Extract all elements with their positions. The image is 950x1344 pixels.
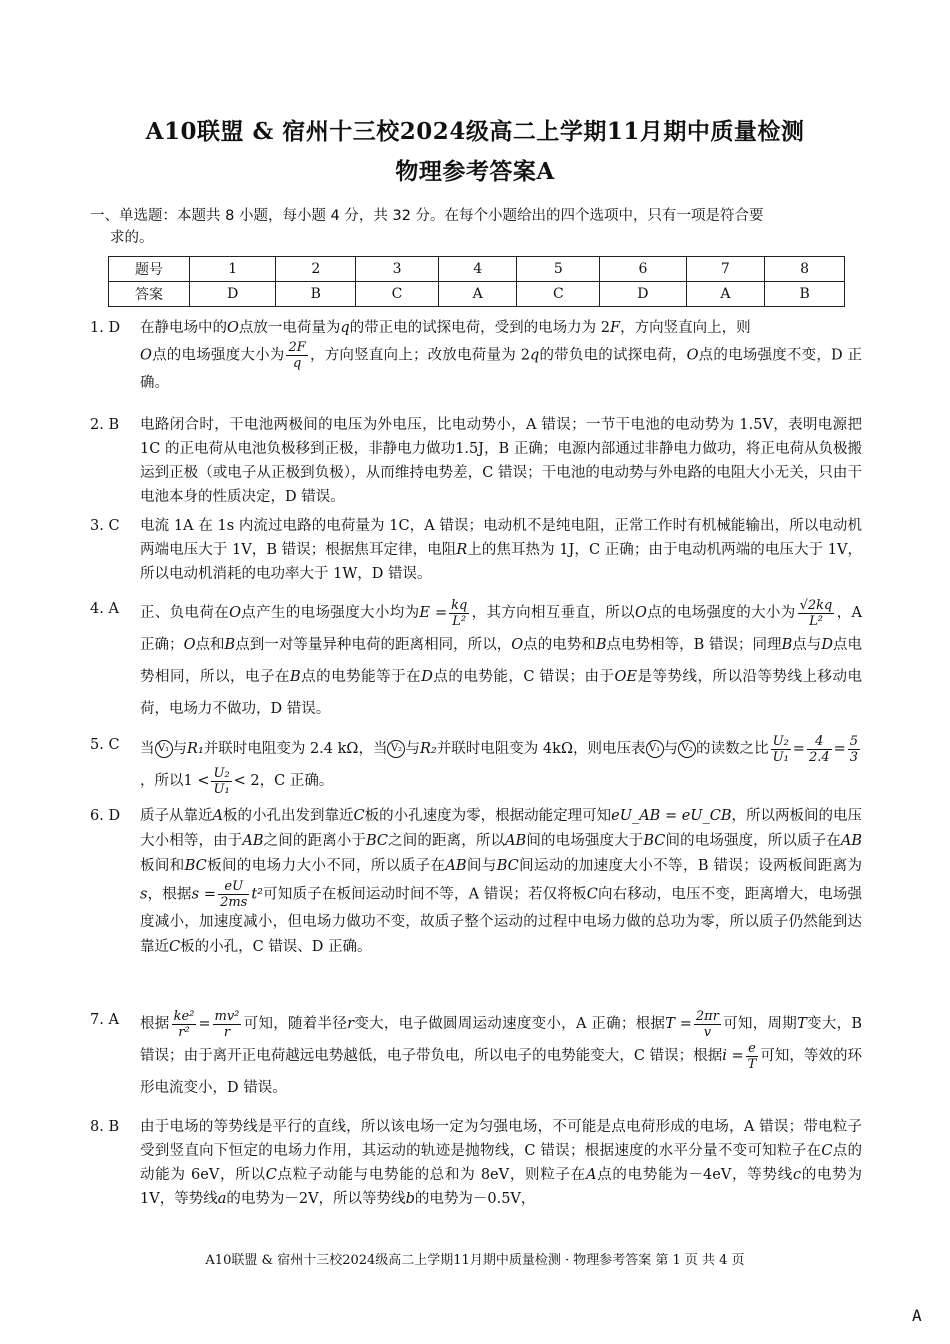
text: 可知质子在板间运动时间不等，A 错误；若仅将板 [262, 886, 587, 903]
equation: eU_AB = eU_CB [611, 808, 732, 824]
question-explanation [140, 733, 862, 797]
text: 点粒子动能与电势能的总和为 8eV，则粒子在 [276, 1167, 586, 1183]
question-answer: C [108, 737, 120, 753]
voltmeter-v2-icon: V₂ [387, 740, 405, 758]
page-footer: A10联盟 & 宿州十三校2024级高二上学期11月期中质量检测 · 物理参考答案 第 1 页 共 4 页 [205, 1253, 745, 1268]
question-number: 8. [90, 1119, 104, 1135]
question-number: 2. [90, 417, 104, 433]
text: 间与 [466, 858, 497, 874]
text: 点产生的电场强度大小均为 [240, 605, 420, 621]
text: 板间的电场力大小不同，所以质子在 [206, 858, 446, 874]
question-answer: A [108, 601, 119, 617]
var: D [421, 669, 433, 685]
text: 点的电势能为－4eV，等势线 [596, 1167, 793, 1183]
question-answer: D [108, 808, 121, 824]
table-cell: 5 [517, 257, 600, 282]
var: D [821, 637, 833, 653]
text: ，根据 [147, 886, 192, 903]
var: C [586, 886, 598, 903]
question-2 [90, 413, 862, 509]
question-explanation [140, 514, 862, 586]
text: 板间和 [140, 858, 185, 874]
text: 上的焦耳热为 1J，C 正确；由于电动机两端的电压大于 1V，所以电动机消耗的电功率大于 1W，D 错误。 [140, 542, 862, 582]
numerator: eU [218, 879, 249, 895]
var: O [227, 320, 239, 336]
var: OE [614, 669, 638, 685]
table-cell: 7 [686, 257, 765, 282]
answer-table-answer-label: 答案 [109, 282, 190, 307]
numerator: 2πr [695, 1008, 719, 1024]
text: ，A 正确； [140, 605, 863, 653]
var: BC [496, 858, 519, 874]
denominator: v [703, 1024, 712, 1040]
text: = [833, 741, 846, 757]
voltmeter-v1-icon: V₁ [646, 740, 664, 758]
text: 可知，等效的环形电流变小，D 错误。 [140, 1048, 862, 1096]
text: 间运动的加速度大小不等，B 错误；设两板间距离为 [518, 858, 863, 874]
numerator: U₂ [772, 733, 789, 749]
fraction [218, 879, 249, 910]
var: O [140, 347, 152, 364]
text: 板的小孔，C 错误、D 正确。 [180, 939, 372, 955]
var: T [797, 1016, 807, 1032]
text: 根据 [140, 1016, 170, 1032]
text: 电流 1A 在 1s 内流过电路的电荷量为 1C，A 错误；电动机不是纯电阻，正常工作时有机械能输出，所以电动机两端电压大于 1V，B 错误；根据焦耳定律，电阻 [140, 518, 862, 558]
text: ，方向竖直向上，则 [620, 320, 751, 336]
answer-table-answer-row [109, 282, 845, 307]
var: O [183, 637, 196, 653]
var: BC [643, 833, 666, 849]
var: C [821, 1143, 833, 1159]
table-cell: 3 [356, 257, 439, 282]
text: 质子从靠近 [140, 808, 213, 824]
text: 间的电场强度大于 [526, 833, 644, 849]
text: 之间的距离，所以 [387, 833, 506, 849]
question-answer: B [108, 417, 120, 433]
text: 由于电场的等势线是平行的直线，所以该电场一定为匀强电场，不可能是点电荷形成的电场，A 错误；带电粒子受到竖直向下恒定的电场力作用，其运动的轨迹是抛物线，C 错误；根据速度的水平分量不变可知粒子在 [140, 1119, 862, 1159]
var: BC [365, 833, 388, 849]
var: A [212, 808, 223, 824]
table-cell: A [438, 282, 517, 307]
denominator: 2ms [220, 895, 248, 910]
denominator: U₁ [213, 781, 230, 797]
text: 与 [663, 741, 679, 757]
fraction [798, 598, 835, 629]
var: r [347, 1016, 355, 1032]
question-7 [90, 1008, 862, 1104]
numerator: 4 [807, 734, 832, 750]
text: 与 [405, 741, 421, 757]
fraction [213, 1009, 242, 1040]
question-8 [90, 1115, 862, 1211]
var: R₁ [187, 741, 204, 757]
answer-table [108, 256, 845, 307]
text: 点的电场强度不变，D 正确。 [140, 347, 863, 391]
text: 点到一对等量异种电荷的距离相同，所以， [235, 637, 512, 653]
section-heading-line2: 求的。 [110, 230, 154, 246]
text: 正、负电荷在 [140, 605, 230, 621]
text: 向右移动，电压不变，距离增大，电场强度减小，加速度减小，但电场力做功不变，故质子整个运动的过程中电场力做的总功为零，所以质子仍然能到达靠近 [140, 886, 863, 955]
text: 点和 [195, 637, 225, 653]
var: O [511, 637, 524, 653]
numerator: ke² [173, 1008, 195, 1024]
text: 点的电势能，C 错误；由于 [432, 669, 615, 685]
denominator: L² [452, 613, 467, 629]
var: s [140, 886, 148, 903]
document-subtitle: 物理参考答案A [395, 158, 555, 185]
fraction [172, 1009, 197, 1040]
denominator: 3 [849, 749, 859, 765]
question-answer: B [108, 1119, 120, 1135]
table-cell: 6 [600, 257, 686, 282]
table-cell: 4 [438, 257, 517, 282]
table-cell: C [517, 282, 600, 307]
text: ，所以 [140, 773, 184, 789]
denominator: T [747, 1056, 757, 1072]
text: 与 [172, 741, 188, 757]
var: t² [251, 886, 263, 903]
denominator: r² [178, 1024, 190, 1040]
text: 在静电场中的 [140, 320, 227, 336]
var: R₂ [420, 741, 437, 757]
text: 的读数之比 [696, 741, 769, 757]
var: AB [242, 833, 264, 849]
answer-table-number-row [109, 257, 845, 282]
text: 板的小孔速度为零，根据动能定理可知 [364, 808, 612, 824]
document-title: A10联盟 & 宿州十三校2024级高二上学期11月期中质量检测 [145, 118, 805, 145]
question-explanation [140, 597, 862, 725]
text: 的电势为 1V，等势线 [140, 1167, 863, 1207]
numerator: 5 [849, 733, 859, 749]
numerator: U₂ [213, 765, 230, 781]
text: 点的电场强度大小为 [151, 347, 285, 364]
text: 板的小孔出发到靠近 [223, 808, 354, 824]
denominator: r [223, 1024, 231, 1040]
var: F [610, 320, 621, 336]
numerator: kq [451, 597, 468, 613]
question-answer: D [108, 320, 121, 336]
text: 当 [140, 741, 155, 757]
var: B [595, 637, 607, 653]
var: AB [840, 833, 863, 849]
text: 点放一电荷量为 [238, 320, 341, 336]
question-3 [90, 514, 862, 586]
var: c [792, 1167, 802, 1183]
fraction [694, 1009, 721, 1040]
equation: s = [191, 886, 217, 903]
text: 可知，随着半径 [243, 1016, 348, 1032]
text: 可知，周期 [722, 1016, 798, 1032]
fraction [449, 598, 469, 629]
section-heading-line1: 一、单选题：本题共 8 小题，每小题 4 分，共 32 分。在每个小题给出的四个选项中，只有一项是符合要 [90, 208, 764, 224]
text: 并联时电阻变为 4kΩ，则电压表 [436, 741, 646, 757]
text: 变大，B 错误；由于离开正电荷越远电势越低，电子带负电，所以电子的电势能变大，C 错误；根据 [140, 1016, 863, 1064]
fraction [848, 734, 860, 765]
var: O [634, 605, 647, 621]
text: 1 < [183, 773, 210, 789]
table-cell: A [686, 282, 765, 307]
question-number: 3. [90, 518, 104, 534]
text: 的带负电的试探电荷， [539, 347, 687, 364]
var: O [686, 347, 699, 364]
question-number: 6. [90, 808, 104, 824]
text: 间的电场强度，所以质子在 [665, 833, 841, 849]
var: O [229, 605, 241, 621]
equation: T = [665, 1016, 692, 1032]
table-cell: 8 [765, 257, 845, 282]
var: q [529, 347, 540, 364]
question-4 [90, 597, 862, 725]
table-cell: D [600, 282, 686, 307]
text: = [792, 741, 805, 757]
denominator: q [292, 356, 302, 371]
text: ，所以两板间的电压大小相等，由于 [140, 808, 863, 849]
text: ，方向竖直向上；改放电荷量为 2 [309, 347, 530, 364]
numerator: e [746, 1041, 759, 1057]
question-number: 1. [90, 320, 104, 336]
text: 变大，电子做圆周运动速度变小，A 正确；根据 [354, 1016, 666, 1032]
table-cell: B [276, 282, 356, 307]
var: b [405, 1191, 415, 1207]
question-explanation [140, 1115, 862, 1211]
corner-mark: A [912, 1306, 922, 1325]
table-cell: 2 [276, 257, 356, 282]
text: 点的动能为 6eV，所以 [140, 1143, 863, 1183]
equation: i = [722, 1048, 744, 1064]
answer-table-number-label: 题号 [109, 257, 190, 282]
table-cell: D [190, 282, 276, 307]
text: 之间的距离小于 [263, 833, 366, 849]
var: B [224, 637, 236, 653]
text: ，C 正确。 [259, 773, 334, 789]
text: = [198, 1016, 211, 1032]
question-explanation [140, 804, 862, 960]
text: < 2 [233, 773, 260, 789]
var: B [290, 669, 301, 685]
denominator: U₁ [772, 749, 789, 765]
question-answer: C [108, 518, 120, 534]
text: 的带正电的试探电荷，受到的电场力为 2 [349, 320, 611, 336]
var: C [169, 939, 181, 955]
fraction [771, 734, 791, 765]
voltmeter-v2-icon: V₂ [678, 740, 696, 758]
var: C [353, 808, 365, 824]
voltmeter-v1-icon: V₁ [155, 740, 173, 758]
var: AB [505, 833, 527, 849]
numerator: 2F [288, 340, 306, 355]
var: B [781, 637, 793, 653]
var: a [217, 1191, 227, 1207]
text: 点与 [792, 637, 822, 653]
fraction [807, 734, 832, 765]
table-cell: B [765, 282, 845, 307]
denominator: L² [809, 613, 823, 629]
var: BC [184, 858, 207, 874]
text: 的电势为－2V，所以等势线 [226, 1191, 406, 1207]
var: AB [445, 858, 467, 874]
text: 点电势相同，所以，电子在 [140, 637, 863, 685]
question-5 [90, 733, 862, 797]
question-1 [90, 316, 862, 395]
table-cell: C [356, 282, 439, 307]
var: q [340, 320, 350, 336]
question-explanation: 电路闭合时，干电池两极间的电压为外电压，比电动势小，A 错误；一节干电池的电动势为 1.5V，表明电源把 1C 的正电荷从电池负极移到正极，非静电力做功1.5J，B 正确；电源内部通过非静电力做功，将正电荷从负极搬运到正极（或电子从正极到负极），从而维持电势差，C 错误；干电池的电动势与外电路的电阻大小无关，只由干电池本身的性质决定，D 错误。 [140, 417, 862, 505]
text: 是等势线，所以沿等势线上移动电荷，电场力不做功，D 错误。 [140, 669, 863, 717]
question-explanation [140, 1008, 862, 1104]
question-answer: A [108, 1012, 119, 1028]
section-heading [90, 205, 865, 249]
numerator: √2kq [799, 597, 833, 613]
fraction [746, 1041, 759, 1072]
question-explanation [140, 316, 862, 395]
denominator: 2.4 [808, 749, 830, 765]
text: 点的电场强度的大小为 [646, 605, 796, 621]
var: C [265, 1167, 277, 1183]
text: 点电势相等，B 错误；同理 [606, 637, 782, 653]
table-cell: 1 [190, 257, 276, 282]
equation: E = [419, 605, 448, 621]
text: 并联时电阻变为 2.4 kΩ，当 [203, 741, 388, 757]
text: 点的电势和 [523, 637, 596, 653]
fraction [286, 340, 307, 371]
text: 的电势为－0.5V， [414, 1191, 536, 1207]
question-6 [90, 804, 862, 960]
fraction [211, 766, 231, 797]
numerator: mv² [214, 1008, 240, 1024]
question-number: 4. [90, 601, 104, 617]
question-number: 5. [90, 737, 104, 753]
var: R [456, 542, 468, 558]
question-number: 7. [90, 1012, 104, 1028]
var: A [585, 1167, 597, 1183]
text: 点的电势能等于在 [300, 669, 422, 685]
text: ，其方向相互垂直，所以 [471, 605, 635, 621]
